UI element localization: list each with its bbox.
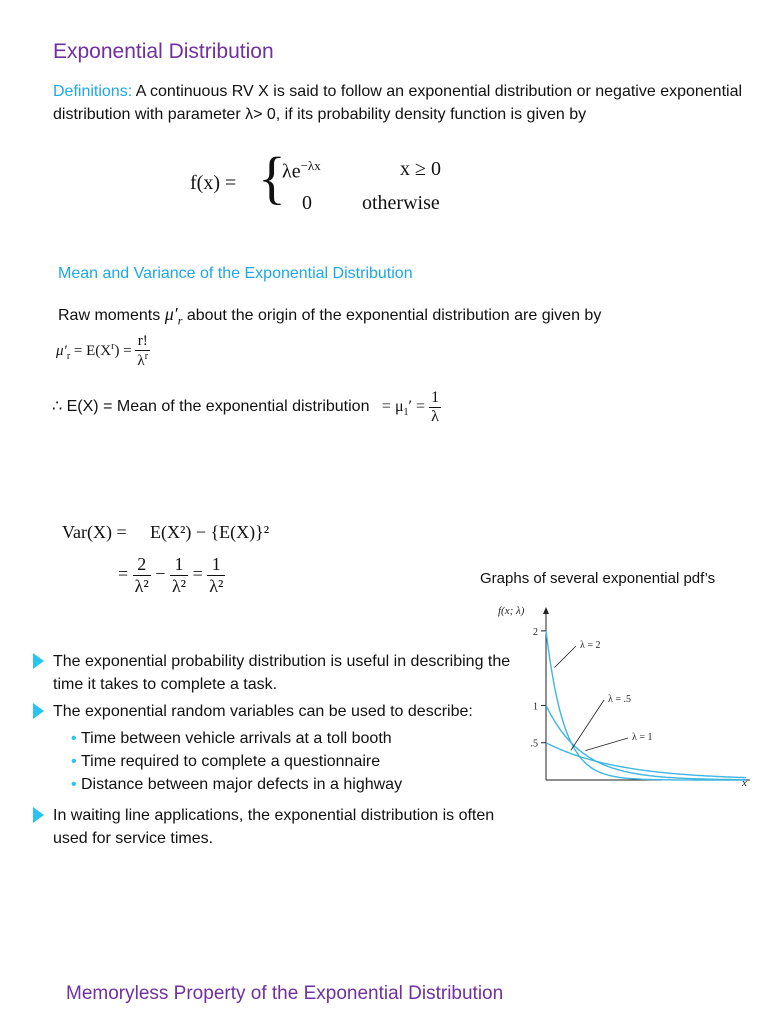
definitions-label: Definitions: (53, 83, 133, 100)
definition-paragraph (53, 80, 753, 126)
sub-bullet-item: • Time required to complete a questionnaire (33, 750, 523, 773)
bullet-item: The exponential random variables can be used to describe: (33, 700, 523, 723)
sub-bullet-item: • Distance between major defects in a highway (33, 773, 523, 796)
graph-title: Graphs of several exponential pdf’s (480, 570, 716, 587)
series-label: λ = .5 (608, 694, 631, 705)
series-pointer (585, 738, 628, 751)
mean-fraction: $\frac{1}{\lambda}$ (431, 389, 440, 425)
sub-bullet-item: • Time between vehicle arrivals at a toll booth (33, 727, 523, 750)
x-axis-label: x (742, 777, 747, 789)
pdf-case1-expr: $\lambda e^{-\lambda x}$ (282, 158, 321, 183)
y-axis-label: f(x; λ) (498, 605, 525, 617)
var-lhs: Var(X) = (62, 522, 127, 542)
series-label: λ = 2 (580, 640, 601, 651)
raw-moments-text: Raw moments $\mu'_r$ about the origin of the exponential distribution are given by (58, 304, 602, 328)
variance-formula (62, 522, 302, 612)
pdf-lhs: f(x) = (190, 172, 237, 194)
moment-formula: $\mu'_r = E(X^r)$ = $\frac{r!}{\lambda^r}$ (56, 333, 149, 369)
bullet-dot-icon: • (71, 730, 77, 747)
pdf-brace: { (258, 145, 286, 210)
pdf-curve (546, 631, 746, 780)
page-title: Exponential Distribution (53, 40, 274, 63)
bullet-list (33, 650, 523, 854)
pdf-case2-expr: 0 (302, 192, 312, 214)
pdf-case2-cond: otherwise (362, 192, 440, 214)
bullet-arrow-icon (33, 807, 44, 823)
y-tick-label: 2 (533, 626, 538, 638)
var-line2: = $\frac{2}{\text{λ²}}$ − $\frac{1}{\text{λ²}}$ = $\frac{1}{\text{λ²}}$ (118, 554, 224, 596)
y-tick-label: .5 (530, 738, 538, 750)
mean-line: ∴ E(X) = Mean of the exponential distribution = $\mu_1'$ = $\frac{1}{\lambda}$ (52, 389, 440, 425)
bullet-arrow-icon (33, 653, 44, 669)
definitions-text: A continuous RV X is said to follow an exponential distribution or negative exponential distribution with parameter λ> 0, if its probability density function is given by (53, 83, 743, 123)
mean-variance-heading: Mean and Variance of the Exponential Distribution (58, 265, 413, 282)
bullet-item: In waiting line applications, the exponential distribution is often used for service times. (33, 804, 523, 850)
bullet-arrow-icon (33, 703, 44, 719)
bullet-dot-icon: • (71, 776, 77, 793)
bullet-dot-icon: • (71, 753, 77, 770)
pdf-formula (190, 145, 490, 222)
series-pointer (554, 646, 576, 668)
memoryless-heading: Memoryless Property of the Exponential Distribution (66, 983, 504, 1004)
series-label: λ = 1 (632, 732, 653, 743)
bullet-item: The exponential probability distribution is useful in describing the time it takes to complete a task. (33, 650, 523, 696)
exponential-pdf-chart (490, 598, 760, 798)
y-tick-label: 1 (533, 701, 538, 713)
pdf-case1-cond: x ≥ 0 (400, 158, 441, 180)
series-pointer (571, 700, 604, 750)
var-rhs: E(X²) − {E(X)}² (150, 522, 270, 542)
y-axis-arrow (543, 607, 549, 614)
moment-fraction: $\frac{r!}{\lambda^r}$ (137, 333, 149, 369)
